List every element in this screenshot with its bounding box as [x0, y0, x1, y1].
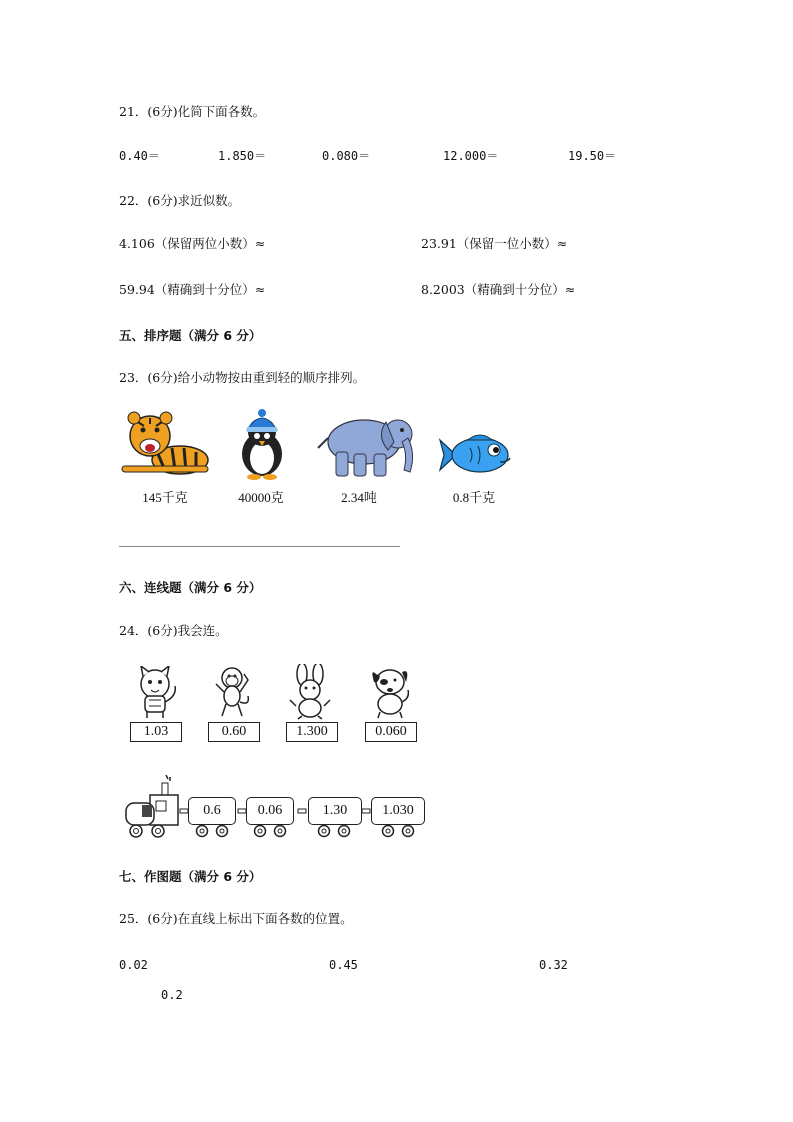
section-6-heading: 六、连线题（满分 6 分）	[119, 580, 262, 595]
q21-item: 0.080＝	[322, 149, 371, 163]
penguin-icon	[233, 408, 291, 480]
q21-item: 1.850＝	[218, 149, 267, 163]
fish-icon	[438, 432, 514, 478]
cat-value-box: 1.03	[130, 722, 182, 742]
wagon-value: 1.030	[371, 797, 425, 825]
q21-item: 12.000＝	[443, 149, 499, 163]
wheels-icon	[312, 824, 358, 838]
q22-item: 4.106（保留两位小数）≈	[119, 236, 266, 251]
tiger-weight: 145千克	[142, 490, 188, 505]
fish-weight: 0.8千克	[452, 490, 496, 505]
monkey-value-box: 0.60	[208, 722, 260, 742]
q21-item: 19.50＝	[568, 149, 617, 163]
question-21-title: 21．(6分)化简下面各数。	[119, 104, 266, 119]
q25-item: 0.2	[161, 988, 183, 1002]
question-23-title: 23．(6分)给小动物按由重到轻的顺序排列。	[119, 370, 366, 385]
tiger-icon	[120, 408, 210, 478]
answer-line	[119, 546, 400, 547]
elephant-weight: 2.34吨	[341, 490, 377, 505]
q21-item: 0.40＝	[119, 149, 160, 163]
q25-item: 0.32	[539, 958, 568, 972]
wagon-value: 0.06	[246, 797, 294, 825]
section-5-heading: 五、排序题（满分 6 分）	[119, 328, 262, 343]
question-25-title: 25．(6分)在直线上标出下面各数的位置。	[119, 911, 353, 926]
penguin-weight: 40000克	[238, 490, 284, 505]
question-22-title: 22．(6分)求近似数。	[119, 193, 241, 208]
q22-item: 59.94（精确到十分位）≈	[119, 282, 266, 297]
q25-item: 0.45	[329, 958, 358, 972]
rabbit-icon	[288, 664, 334, 720]
q25-item: 0.02	[119, 958, 148, 972]
cat-icon	[133, 666, 183, 720]
elephant-icon	[316, 408, 420, 480]
rabbit-value-box: 1.300	[286, 722, 338, 742]
wagon-value: 1.30	[308, 797, 362, 825]
wheels-icon	[190, 824, 236, 838]
coupler-icon	[296, 806, 308, 816]
wheels-icon	[376, 824, 422, 838]
wheels-icon	[248, 824, 294, 838]
q22-item: 8.2003（精确到十分位）≈	[421, 282, 576, 297]
monkey-icon	[214, 666, 254, 720]
dog-icon	[366, 664, 412, 720]
question-24-title: 24．(6分)我会连。	[119, 623, 228, 638]
q22-item: 23.91（保留一位小数）≈	[421, 236, 568, 251]
section-7-heading: 七、作图题（满分 6 分）	[119, 869, 262, 884]
dog-value-box: 0.060	[365, 722, 417, 742]
train-engine-icon	[120, 775, 180, 839]
wagon-value: 0.6	[188, 797, 236, 825]
